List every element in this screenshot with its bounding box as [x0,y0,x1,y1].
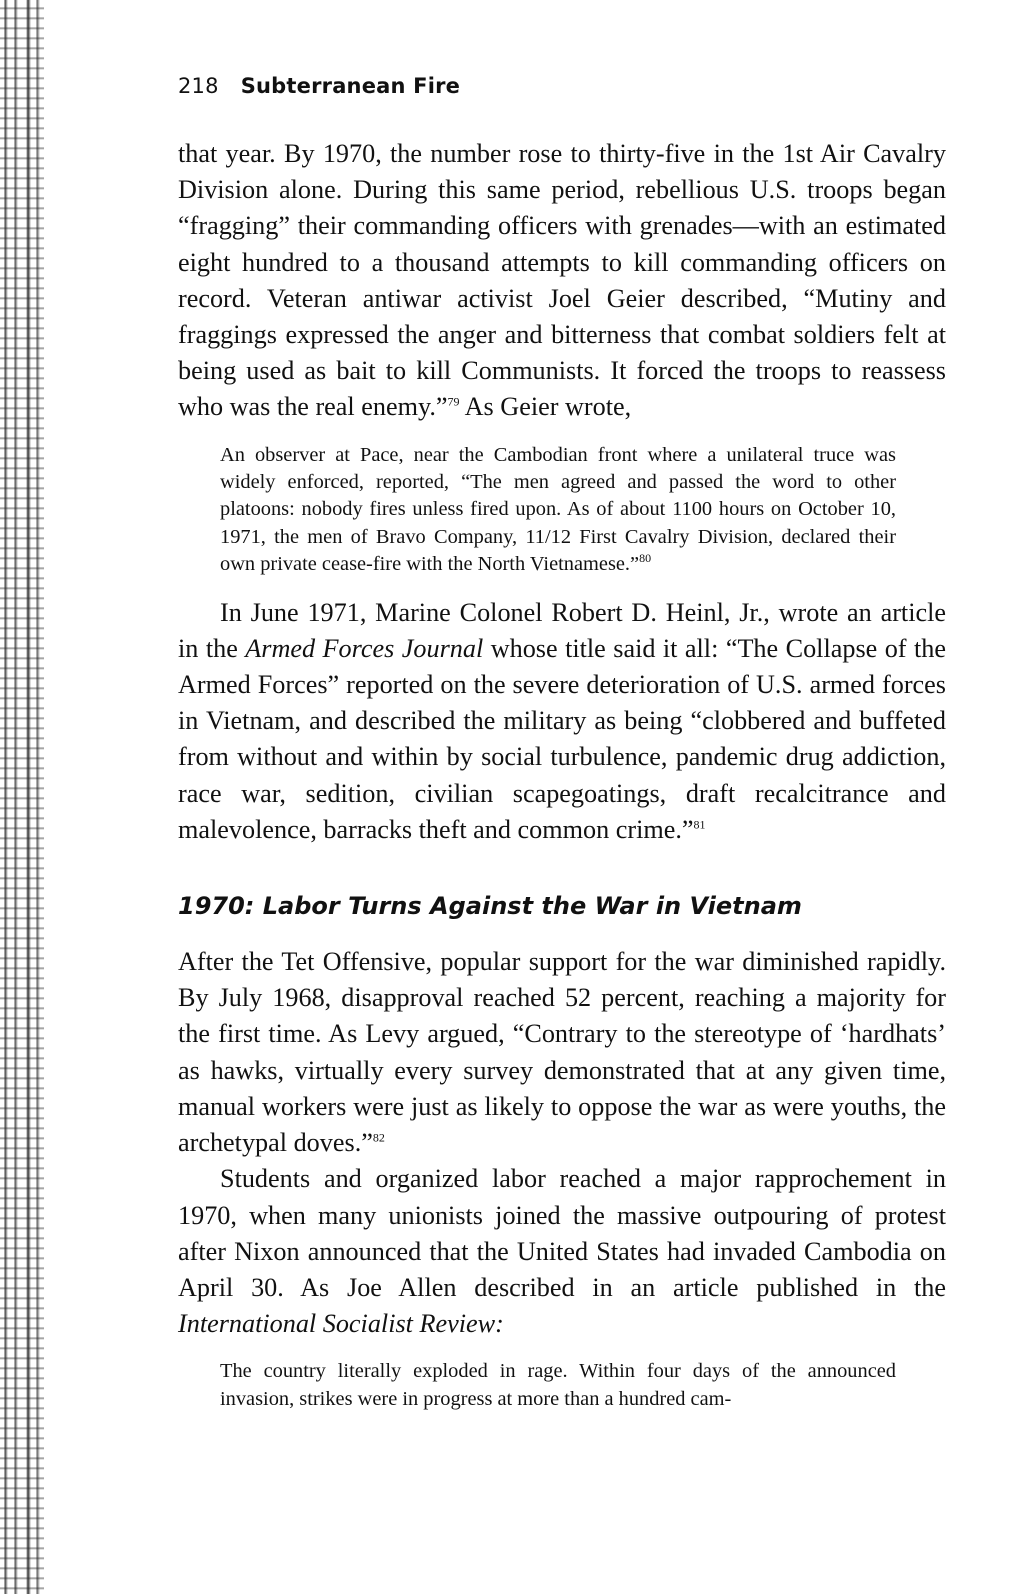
block-quote-1 [220,442,896,579]
block-quote-1-text: An observer at Pace, near the Cambodian front where a unilateral truce was widely enforced, reported, “The men agreed and passed the word to other platoons: nobody fires unless fired upon. As of about 1100 hours on October 10, 1971, the men of Bravo Company, 11/12 First Cavalry Division, declared their own private cease-fire with the North Vietnamese.” [220,443,896,576]
footnote-ref-81: 81 [693,817,706,832]
running-head [178,74,946,98]
footnote-ref-82: 82 [372,1130,385,1145]
paragraph-2 [178,595,946,848]
footnote-ref-79: 79 [447,394,460,409]
footnote-ref-80: 80 [639,551,652,566]
page-number: 218 [178,74,219,98]
paragraph-4-text: Students and organized labor reached a major rapprochement in 1970, when many unionists joined the massive outpouring of protest after Nixon announced that the United States had invaded Cambodia on April 30. As Joe Allen described in an article published in the [178,1164,946,1302]
section-heading: 1970: Labor Turns Against the War in Vietnam [178,892,802,921]
scan-binding-edge [0,0,44,1594]
paragraph-3-text: After the Tet Offensive, popular support for the war diminished rapidly. By July 1968, disapproval reached 52 percent, reaching a majority for the first time. As Levy argued, “Contrary to the stereotype of ‘hardhats’ as hawks, virtually every survey demonstrated that at any given time, manual workers were just as likely to oppose the war as were youths, the archetypal doves.” [178,947,946,1158]
paragraph-2-text-b: whose title said it all: “The Collapse of the Armed Forces” reported on the severe deterioration of U.S. armed forces in Vietnam, and described the military as being “clobbered and buffeted from without and within by social turbulence, pandemic drug addiction, race war, sedition, civilian scapegoatings, draft recalcitrance and malevolence, barracks theft and common crime.” [178,633,946,844]
review-title: International Socialist Review: [178,1309,504,1339]
paragraph-4 [178,1161,946,1342]
running-title: Subterranean Fire [240,74,461,98]
paragraph-3 [178,944,946,1161]
paragraph-1-tail: As Geier wrote, [459,392,632,422]
book-page [178,70,946,1429]
paragraph-1-text: that year. By 1970, the number rose to thirty-five in the 1st Air Cavalry Division alone. During this same period, rebellious U.S. troops began “fragging” their commanding officers with grenades—with an estimated eight hundred to a thousand attempts to kill commanding officers on record. Veteran antiwar activist Joel Geier described, “Mutiny and fraggings expressed the anger and bitterness that combat soldiers felt at being used as bait to kill Communists. It forced the troops to reassess who was the real enemy.” [178,139,946,422]
paragraph-1 [178,136,946,426]
paragraph-2-text-a: In June 1971, Marine Colonel Robert D. Heinl, Jr., wrote an article in the [178,597,946,663]
block-quote-2: The country literally exploded in rage. Within four days of the announced invasion, strikes were in progress at more than a hundred cam- [220,1360,896,1410]
journal-title: Armed Forces Journal [245,633,484,663]
